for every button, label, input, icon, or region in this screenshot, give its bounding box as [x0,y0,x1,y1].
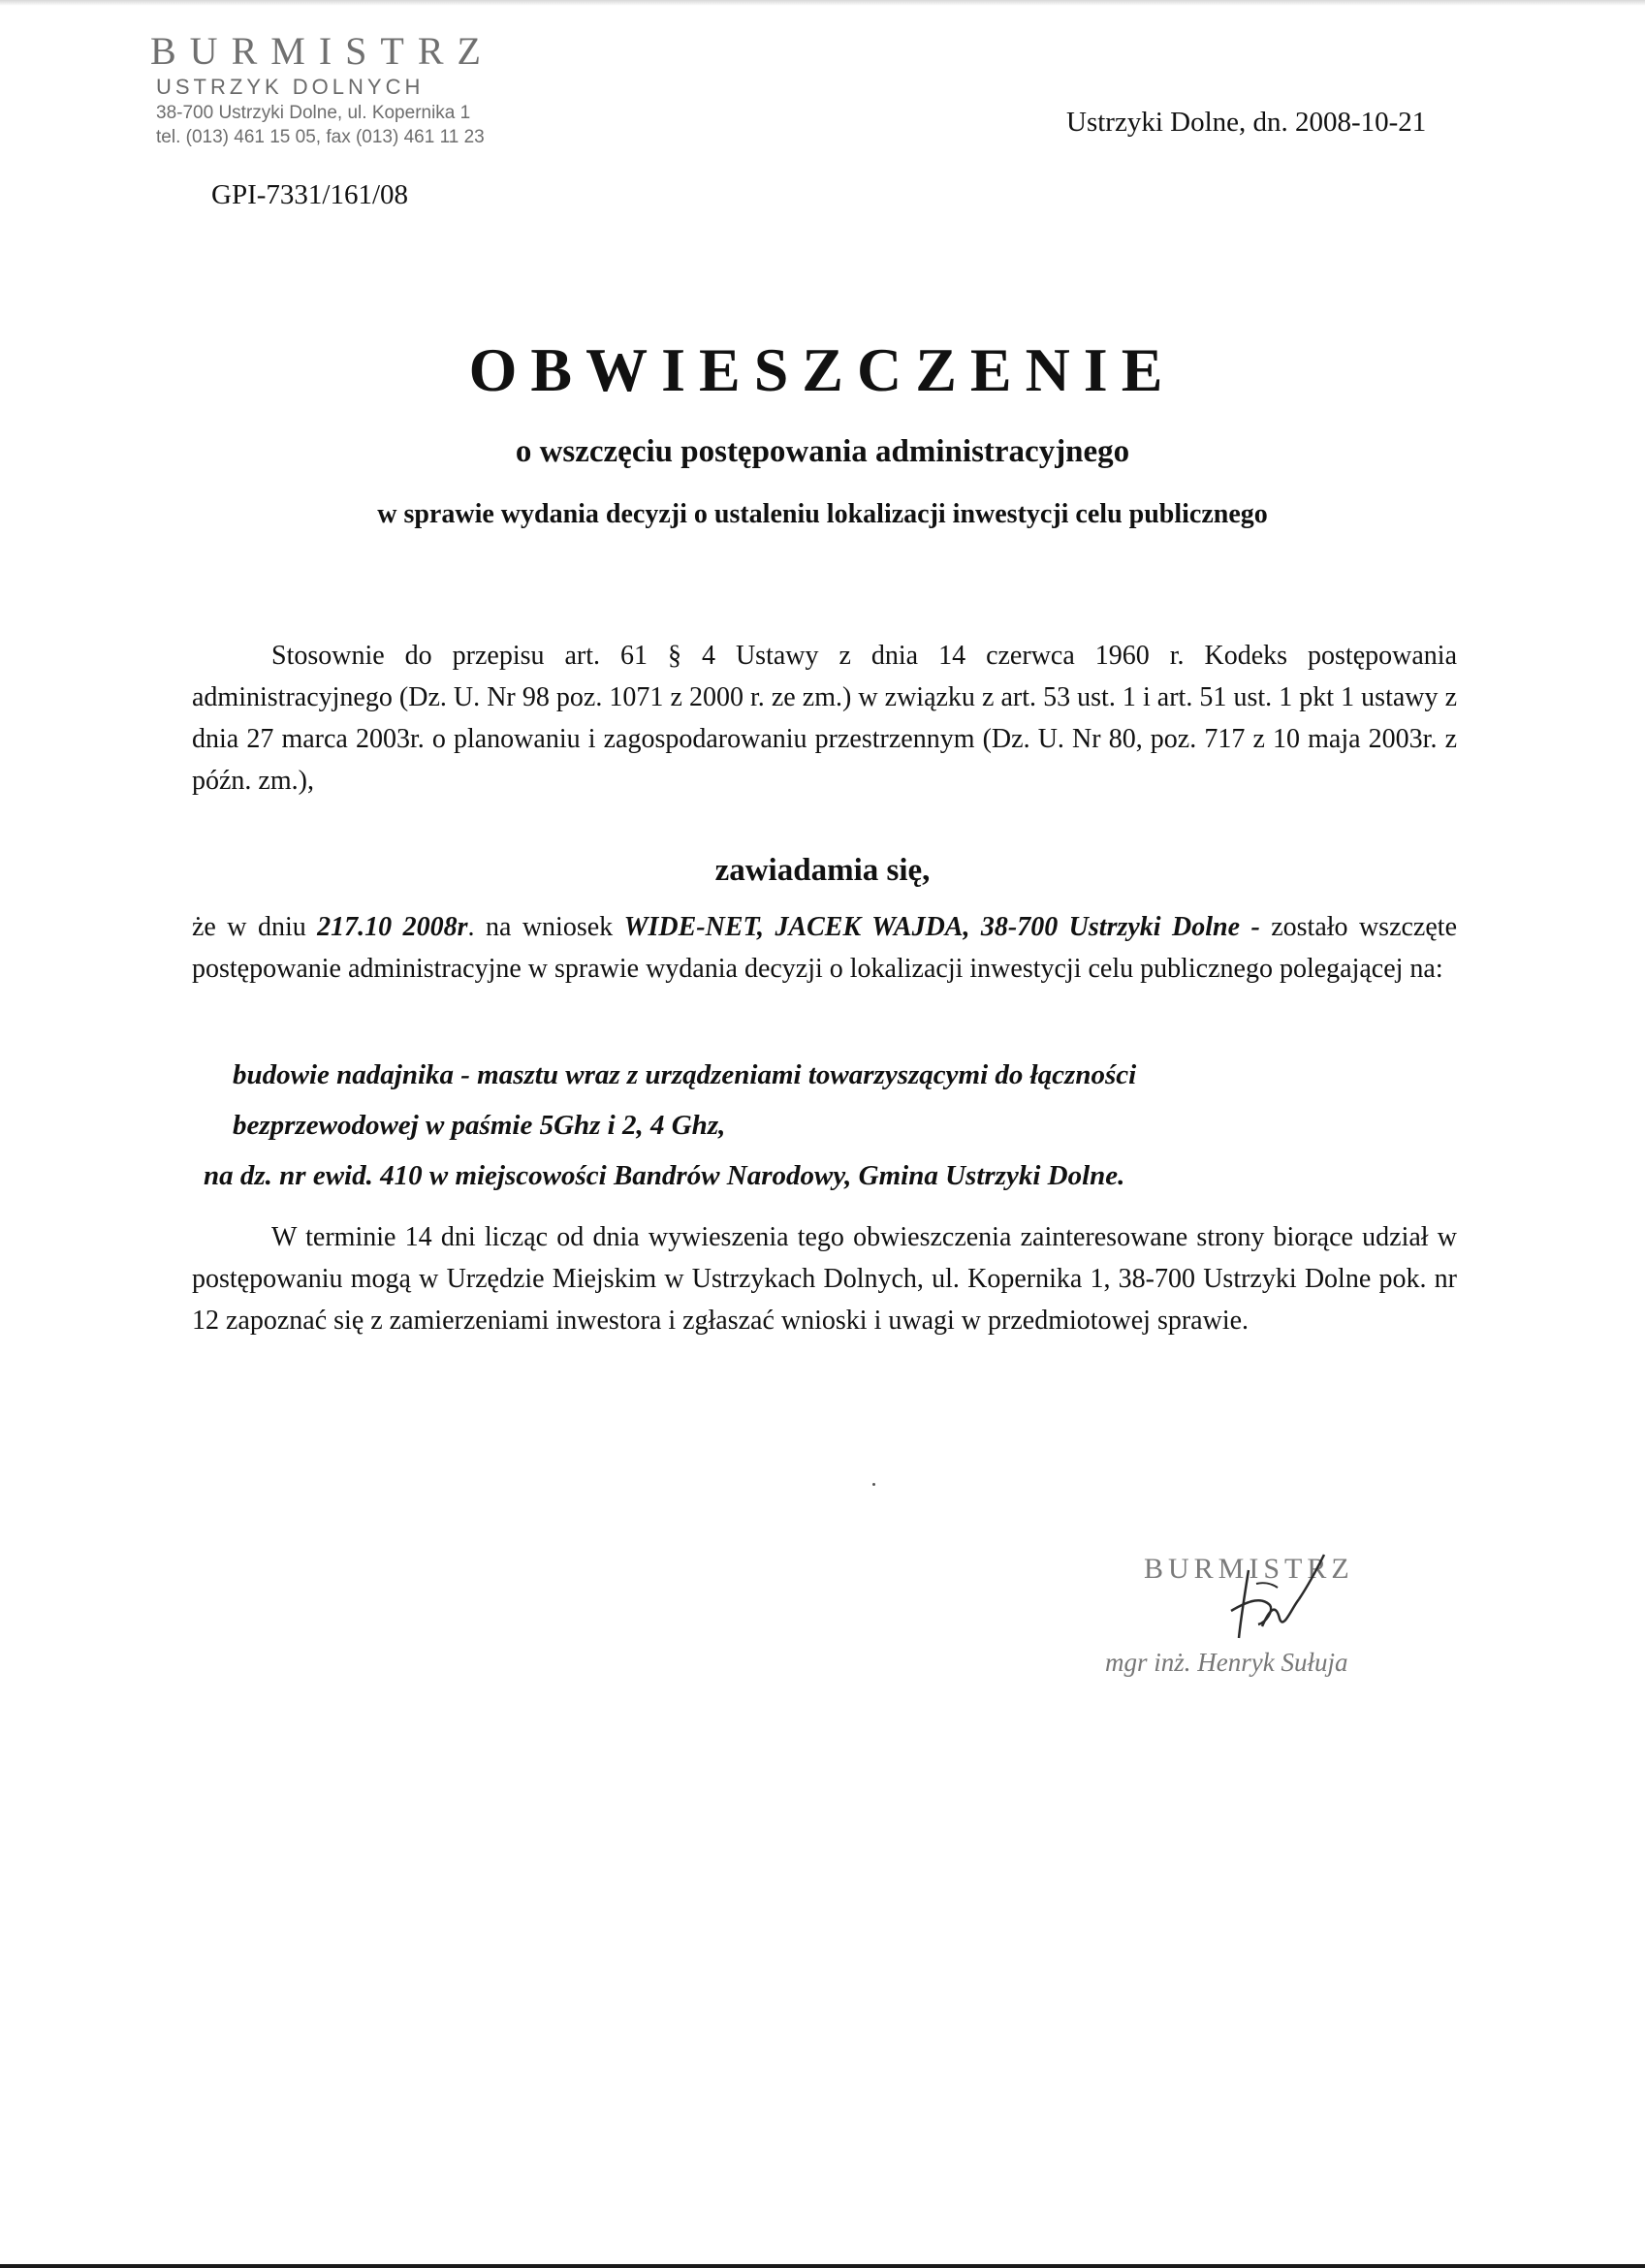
stamp-address: 38-700 Ustrzyki Dolne, ul. Kopernika 1 [156,103,471,123]
legal-basis-paragraph: Stosownie do przepisu art. 61 § 4 Ustawy z dnia 14 czerwca 1960 r. Kodeks postępowania administracyjnego (Dz. U. Nr 98 poz. 1071 z 2000 r. ze zm.) w związku z art. 53 ust. 1 i art. 51 ust. 1 pkt 1 ustawy z dnia 27 marca 2003r. o planowaniu i zagospodarowaniu przestrzennym (Dz. U. Nr 80, poz. 717 z 10 maja 2003r. z późn. zm.), [192,641,1457,796]
stamp-title: BURMISTRZ [150,29,494,73]
handwritten-signature-icon [1202,1541,1338,1657]
notice-paragraph [192,906,1457,990]
reference-number: GPI-7331/161/08 [211,179,408,210]
document-title: OBWIESZCZENIE [468,335,1177,404]
document-subject: w sprawie wydania decyzji o ustaleniu lokalizacji inwestycji celu publicznego [377,499,1268,529]
investment-line-2: bezprzewodowej w paśmie 5Ghz i 2, 4 Ghz, [233,1110,726,1141]
notice-intro: że w dniu [192,912,306,942]
mayor-header-stamp [150,29,557,149]
investment-line-1: budowie nadajnika - masztu wraz z urządzeniami towarzyszącymi do łączności [233,1059,1137,1090]
scan-top-edge [0,0,1645,6]
initiation-date: 217.10 2008r [317,912,468,942]
notice-request-text: . na wniosek [467,912,614,942]
signatory-name: mgr inż. Henryk Sułuja [1105,1648,1348,1677]
scan-speck [872,1483,875,1486]
document-subtitle: o wszczęciu postępowania administracyjnego [515,434,1130,469]
stamp-phone: tel. (013) 461 15 05, fax (013) 461 11 23 [156,127,485,147]
notice-continuation: zostało wszczęte postępowanie administracyjne w sprawie wydania decyzji o lokalizacji inwestycji celu publicznego polegającej na: [192,912,1457,984]
place-date: Ustrzyki Dolne, dn. 2008-10-21 [1066,107,1427,138]
stamp-subtitle: USTRZYK DOLNYCH [156,75,425,99]
closing-paragraph: W terminie 14 dni licząc od dnia wywieszenia tego obwieszczenia zainteresowane strony biorące udział w postępowaniu mogą w Urzędzie Miejskim w Ustrzykach Dolnych, ul. Kopernika 1, 38-700 Ustrzyki Dolne pok. nr 12 zapoznać się z zamierzeniami inwestora i zgłaszać wnioski i uwagi w przedmiotowej sprawie. [192,1222,1457,1336]
signature-stamp [1105,1541,1435,1686]
investment-description [233,1050,1376,1150]
notification-heading: zawiadamia się, [714,853,931,888]
parcel-location: na dz. nr ewid. 410 w miejscowości Bandrów Narodowy, Gmina Ustrzyki Dolne. [204,1160,1125,1191]
signature-stamp-title: BURMISTRZ [1144,1553,1354,1585]
applicant-name: WIDE-NET, JACEK WAJDA, 38-700 Ustrzyki Dolne - [623,912,1260,942]
scan-bottom-edge [0,2264,1645,2268]
